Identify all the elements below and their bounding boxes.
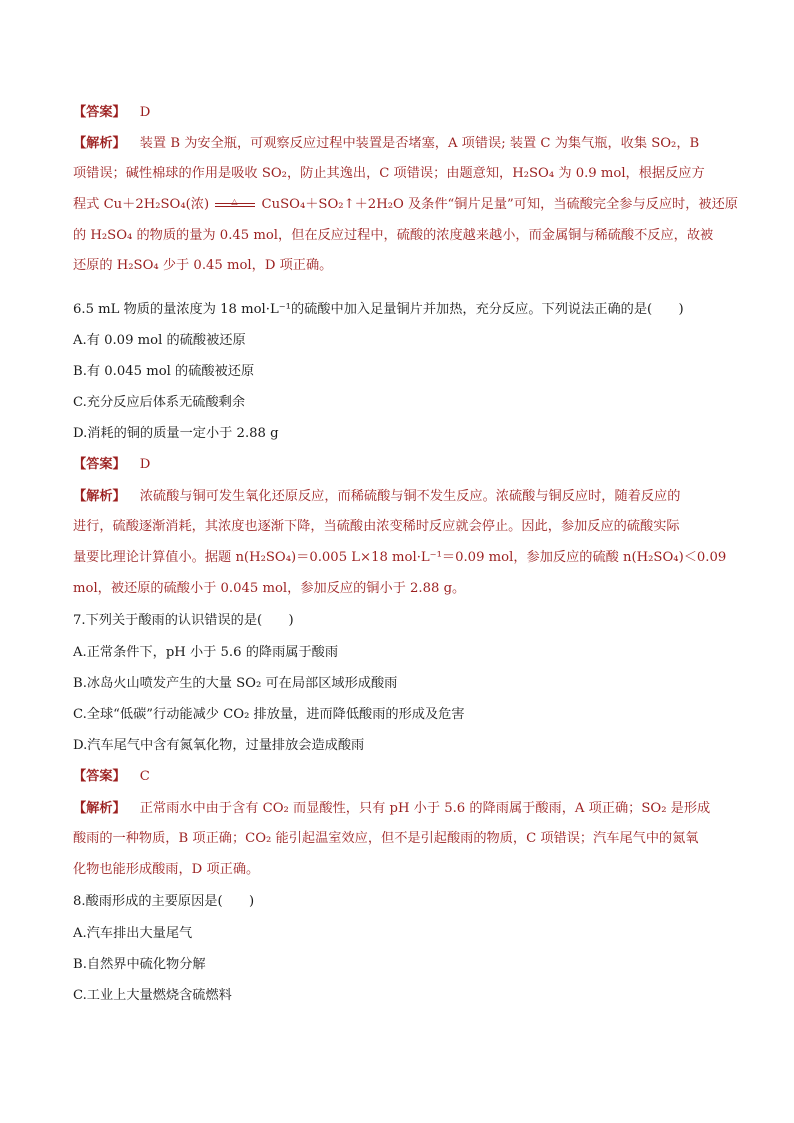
q5-analysis-line-3 [73, 195, 738, 215]
analysis-label: 【解析】 [73, 801, 126, 816]
q8-option-b: B.自然界中硫化物分解 [73, 957, 206, 972]
q5-equation-left: 程式 Cu＋2H₂SO₄(浓) [73, 197, 210, 212]
q6-stem: 6.5 mL 物质的量浓度为 18 mol·L⁻¹的硫酸中加入足量铜片并加热，充分反应。下列说法正确的是( ) [73, 302, 684, 317]
q6-analysis-line-2: 进行，硫酸逐渐消耗，其浓度也逐渐下降，当硫酸由浓变稀时反应就会停止。因此，参加反应的硫酸实际 [73, 519, 680, 534]
q6-option-b: B.有 0.045 mol 的硫酸被还原 [73, 364, 255, 379]
analysis-label: 【解析】 [73, 489, 126, 504]
q6-analysis-line-4: mol，被还原的硫酸小于 0.045 mol，参加反应的铜小于 2.88 g。 [73, 581, 466, 596]
q7-analysis-line-1 [73, 799, 723, 819]
q6-analysis-line-1 [73, 487, 723, 507]
q5-analysis-text-1: 装置 B 为安全瓶，可观察反应过程中装置是否堵塞，A 项错误; 装置 C 为集气瓶，收集 SO₂，B [139, 136, 700, 151]
q7-option-c: C.全球“低碳”行动能减少 CO₂ 排放量，进而降低酸雨的形成及危害 [73, 707, 465, 722]
q6-option-a: A.有 0.09 mol 的硫酸被还原 [73, 333, 246, 348]
q6-analysis-text-1: 浓硫酸与铜可发生氧化还原反应，而稀硫酸与铜不发生反应。浓硫酸与铜反应时，随着反应的 [139, 489, 681, 504]
q6-option-d: D.消耗的铜的质量一定小于 2.88 g [73, 426, 279, 441]
q7-analysis-line-3: 化物也能形成酸雨，D 项正确。 [73, 862, 260, 877]
q5-answer: D [139, 105, 151, 120]
q6-answer-line [73, 455, 723, 475]
q7-option-d: D.汽车尾气中含有氮氧化物，过量排放会造成酸雨 [73, 738, 365, 753]
q7-option-b: B.冰岛火山喷发产生的大量 SO₂ 可在局部区域形成酸雨 [73, 676, 398, 691]
q8-option-c: C.工业上大量燃烧含硫燃料 [73, 988, 232, 1003]
q6-option-c: C.充分反应后体系无硫酸剩余 [73, 395, 246, 410]
q7-answer-line [73, 767, 723, 787]
q5-analysis-line-4: 的 H₂SO₄ 的物质的量为 0.45 mol，但在反应过程中，硫酸的浓度越来越小，而金属铜与稀硫酸不反应，故被 [73, 228, 714, 243]
q5-equation-right: CuSO₄＋SO₂↑＋2H₂O 及条件“铜片足量”可知，当硫酸完全参与反应时，被还原 [261, 197, 738, 212]
answer-label: 【答案】 [73, 769, 126, 784]
q6-answer: D [139, 457, 151, 472]
q7-option-a: A.正常条件下，pH 小于 5.6 的降雨属于酸雨 [73, 645, 339, 660]
q7-analysis-text-1: 正常雨水中由于含有 CO₂ 而显酸性，只有 pH 小于 5.6 的降雨属于酸雨，A 项正确；SO₂ 是形成 [139, 801, 711, 816]
q7-stem: 7.下列关于酸雨的认识错误的是( ) [73, 613, 294, 628]
q5-analysis-line-2: 项错误；碱性棉球的作用是吸收 SO₂，防止其逸出，C 项错误；由题意知，H₂SO₄ 为 0.9 mol，根据反应方 [73, 166, 705, 181]
answer-label: 【答案】 [73, 457, 126, 472]
answer-label: 【答案】 [73, 105, 126, 120]
q7-answer: C [139, 769, 150, 784]
q5-analysis-line-5: 还原的 H₂SO₄ 少于 0.45 mol，D 项正确。 [73, 258, 333, 273]
q6-analysis-line-3: 量要比理论计算值小。据题 n(H₂SO₄)＝0.005 L×18 mol·L⁻¹＝0.09 mol，参加反应的硫酸 n(H₂SO₄)＜0.09 [73, 550, 727, 565]
q5-answer-line [73, 103, 723, 123]
analysis-label: 【解析】 [73, 136, 126, 151]
q7-analysis-line-2: 酸雨的一种物质，B 项正确；CO₂ 能引起温室效应，但不是引起酸雨的物质，C 项错误；汽车尾气中的氮氧 [73, 831, 699, 846]
q8-stem: 8.酸雨形成的主要原因是( ) [73, 894, 255, 909]
q5-analysis-line-1 [73, 134, 723, 154]
q8-option-a: A.汽车排出大量尾气 [73, 926, 193, 941]
delta-icon: △ [231, 196, 238, 206]
heating-equals-sign [215, 196, 255, 211]
